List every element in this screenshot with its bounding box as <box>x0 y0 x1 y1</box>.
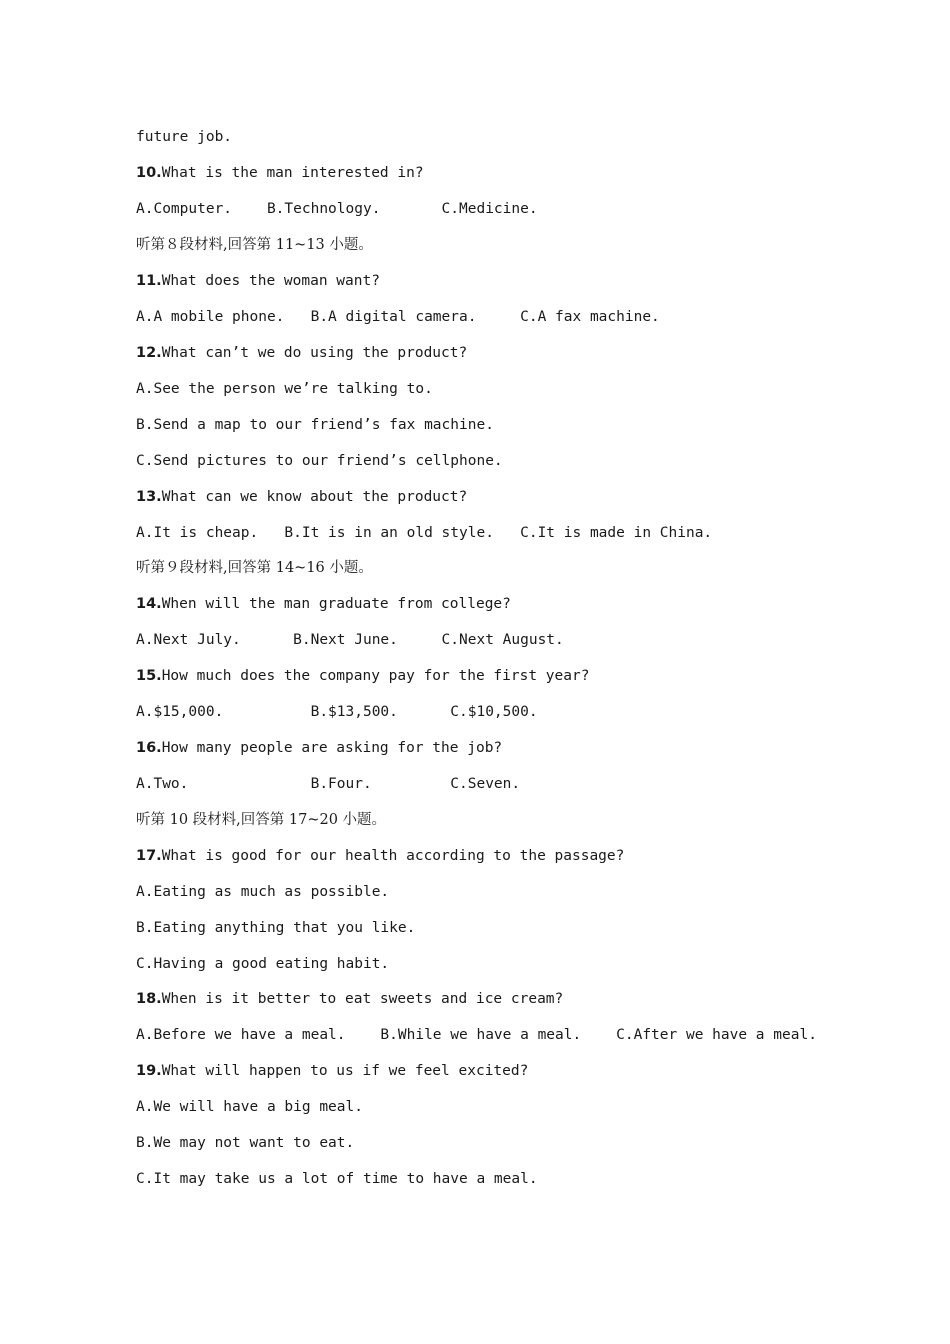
option-line <box>136 451 503 471</box>
option-line <box>136 415 494 435</box>
question-text: What can we know about the product? <box>161 489 468 505</box>
line-text: C.Having a good eating habit. <box>136 956 390 972</box>
question-19 <box>136 1061 528 1081</box>
question-text: What does the woman want? <box>161 273 380 289</box>
option-line <box>136 379 433 399</box>
line-text: C.Send pictures to our friend’s cellphone. <box>136 453 503 469</box>
question-18 <box>136 989 563 1009</box>
question-number: 14. <box>136 596 162 612</box>
question-text: How much does the company pay for the first year? <box>161 668 590 684</box>
line-text: A.It is cheap. B.It is in an old style. C.It is made in China. <box>136 525 713 541</box>
line-text: B.Send a map to our friend’s fax machine. <box>136 417 494 433</box>
question-11 <box>136 271 380 291</box>
question-16 <box>136 738 502 758</box>
question-number: 16. <box>136 740 162 756</box>
line-text: C.It may take us a lot of time to have a meal. <box>136 1171 538 1187</box>
section-text: 听第９段材料,回答第 14~16 小题。 <box>136 560 373 576</box>
question-text: What is the man interested in? <box>161 165 424 181</box>
question-number: 11. <box>136 273 162 289</box>
question-text: When is it better to eat sweets and ice cream? <box>161 991 564 1007</box>
line-text: A.Two. B.Four. C.Seven. <box>136 776 521 792</box>
question-text: What will happen to us if we feel excited? <box>161 1063 529 1079</box>
line-text: B.Eating anything that you like. <box>136 920 416 936</box>
section-text: 听第８段材料,回答第 11~13 小题。 <box>136 237 373 253</box>
option-line <box>136 882 389 902</box>
options-10 <box>136 199 538 219</box>
question-13 <box>136 487 467 507</box>
line-text: A.See the person we’re talking to. <box>136 381 433 397</box>
options-14 <box>136 630 564 650</box>
section-text: 听第 10 段材料,回答第 17~20 小题。 <box>136 812 387 828</box>
question-10 <box>136 163 424 183</box>
line-text: future job. <box>136 129 233 145</box>
line-text: A.A mobile phone. B.A digital camera. C.A fax machine. <box>136 309 660 325</box>
options-15 <box>136 702 538 722</box>
options-13 <box>136 523 712 543</box>
question-text: How many people are asking for the job? <box>161 740 503 756</box>
text-line <box>136 127 232 147</box>
question-text: What is good for our health according to the passage? <box>161 848 625 864</box>
question-number: 15. <box>136 668 162 684</box>
line-text: A.Before we have a meal. B.While we have a meal. C.After we have a meal. <box>136 1027 817 1043</box>
question-number: 13. <box>136 489 162 505</box>
question-number: 17. <box>136 848 162 864</box>
question-number: 19. <box>136 1063 162 1079</box>
option-line <box>136 918 415 938</box>
question-15 <box>136 666 589 686</box>
question-number: 18. <box>136 991 162 1007</box>
section-heading <box>136 235 373 255</box>
options-18 <box>136 1025 817 1045</box>
question-12 <box>136 343 467 363</box>
option-line <box>136 1097 363 1117</box>
line-text: B.We may not want to eat. <box>136 1135 355 1151</box>
options-16 <box>136 774 520 794</box>
question-number: 12. <box>136 345 162 361</box>
question-text: What can’t we do using the product? <box>161 345 468 361</box>
question-17 <box>136 846 624 866</box>
section-heading <box>136 810 386 830</box>
section-heading <box>136 558 373 578</box>
line-text: A.$15,000. B.$13,500. C.$10,500. <box>136 704 538 720</box>
option-line <box>136 1133 354 1153</box>
question-text: When will the man graduate from college? <box>161 596 511 612</box>
options-11 <box>136 307 660 327</box>
question-14 <box>136 594 511 614</box>
line-text: A.Eating as much as possible. <box>136 884 390 900</box>
line-text: A.Next July. B.Next June. C.Next August. <box>136 632 564 648</box>
line-text: A.We will have a big meal. <box>136 1099 363 1115</box>
question-number: 10. <box>136 165 162 181</box>
line-text: A.Computer. B.Technology. C.Medicine. <box>136 201 538 217</box>
option-line <box>136 954 389 974</box>
option-line <box>136 1169 538 1189</box>
